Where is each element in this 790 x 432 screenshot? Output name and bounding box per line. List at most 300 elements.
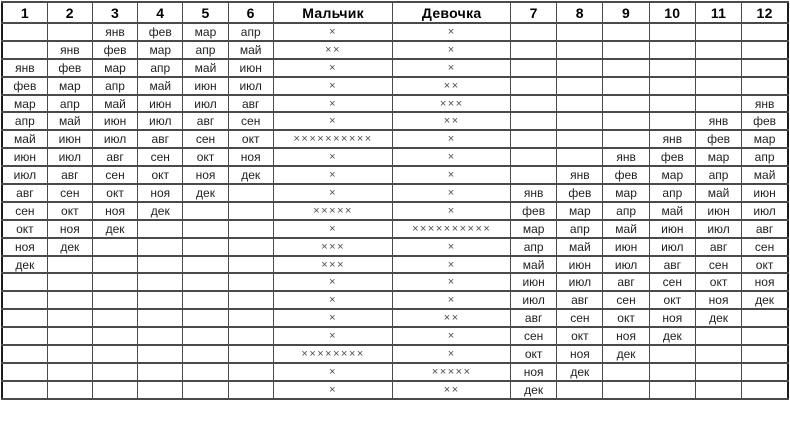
month-cell: ноя [603,327,649,345]
month-cell: июн [183,77,228,95]
month-cell: янв [603,148,649,166]
month-cell: апр [511,238,557,256]
month-cell: апр [649,184,695,202]
table-row [2,363,788,381]
column-header-12: 12 [742,2,788,23]
girl-marks-cell: ×× [393,112,511,130]
empty-cell [2,327,47,345]
empty-cell [183,291,228,309]
girl-marks-cell: × [393,23,511,41]
empty-cell [2,273,47,291]
table-row [2,273,788,291]
table-row [2,23,788,41]
month-cell: ноя [138,184,183,202]
column-header-girl: Девочка [393,2,511,23]
month-cell: дек [603,345,649,363]
boy-marks-cell: × [273,273,393,291]
month-cell: дек [228,166,273,184]
girl-marks-cell: × [393,59,511,77]
month-cell: мар [511,220,557,238]
column-header-3: 3 [92,2,137,23]
column-header-9: 9 [603,2,649,23]
month-cell: авг [47,166,92,184]
empty-cell [557,23,603,41]
empty-cell [138,256,183,274]
column-header-boy: Мальчик [273,2,393,23]
boy-marks-cell: × [273,166,393,184]
month-cell: июн [511,273,557,291]
empty-cell [138,363,183,381]
empty-cell [92,345,137,363]
boy-marks-cell: × [273,327,393,345]
month-cell: май [603,220,649,238]
month-cell: сен [557,309,603,327]
month-cell: окт [695,273,741,291]
month-cell: июл [183,95,228,113]
empty-cell [2,23,47,41]
empty-cell [649,23,695,41]
empty-cell [47,345,92,363]
month-cell: мар [183,23,228,41]
month-cell: май [138,77,183,95]
empty-cell [695,59,741,77]
boy-marks-cell: ××× [273,256,393,274]
month-cell: авг [695,238,741,256]
month-cell: июл [603,256,649,274]
girl-marks-cell: × [393,256,511,274]
column-header-1: 1 [2,2,47,23]
boy-marks-cell: × [273,148,393,166]
empty-cell [2,309,47,327]
month-cell: мар [695,148,741,166]
empty-cell [649,345,695,363]
empty-cell [2,41,47,59]
month-cell: окт [228,130,273,148]
month-cell: окт [649,291,695,309]
empty-cell [2,291,47,309]
table-row [2,327,788,345]
empty-cell [228,184,273,202]
table-row [2,148,788,166]
month-cell: июн [92,112,137,130]
empty-cell [92,309,137,327]
month-cell: май [47,112,92,130]
month-cell: дек [695,309,741,327]
empty-cell [742,59,788,77]
empty-cell [228,327,273,345]
column-header-11: 11 [695,2,741,23]
month-cell: май [511,256,557,274]
empty-cell [183,220,228,238]
month-cell: мар [92,59,137,77]
empty-cell [92,238,137,256]
empty-cell [138,291,183,309]
empty-cell [557,41,603,59]
empty-cell [228,273,273,291]
month-cell: дек [649,327,695,345]
empty-cell [742,381,788,399]
empty-cell [603,41,649,59]
month-cell: янв [649,130,695,148]
empty-cell [183,381,228,399]
month-cell: апр [2,112,47,130]
empty-cell [47,273,92,291]
month-cell: сен [649,273,695,291]
empty-cell [742,345,788,363]
month-cell: ноя [92,202,137,220]
boy-marks-cell: × [273,381,393,399]
empty-cell [742,309,788,327]
empty-cell [649,41,695,59]
girl-marks-cell: × [393,345,511,363]
month-cell: ноя [47,220,92,238]
girl-marks-cell: × [393,41,511,59]
month-cell: окт [92,184,137,202]
month-cell: май [557,238,603,256]
empty-cell [649,363,695,381]
boy-marks-cell: × [273,363,393,381]
month-cell: фев [2,77,47,95]
table-row [2,345,788,363]
month-cell: ноя [557,345,603,363]
month-cell: апр [47,95,92,113]
girl-marks-cell: ×× [393,309,511,327]
empty-cell [511,77,557,95]
month-cell: дек [557,363,603,381]
empty-cell [511,95,557,113]
empty-cell [695,95,741,113]
month-cell: дек [511,381,557,399]
month-cell: авг [511,309,557,327]
empty-cell [742,327,788,345]
empty-cell [695,345,741,363]
month-cell: сен [138,148,183,166]
month-cell: апр [228,23,273,41]
month-cell: июл [47,148,92,166]
empty-cell [228,363,273,381]
month-cell: май [2,130,47,148]
empty-cell [138,238,183,256]
month-cell: фев [138,23,183,41]
girl-marks-cell: × [393,166,511,184]
month-cell: июн [47,130,92,148]
empty-cell [47,381,92,399]
month-cell: мар [742,130,788,148]
table-row [2,309,788,327]
month-cell: фев [742,112,788,130]
empty-cell [47,327,92,345]
girl-marks-cell: × [393,202,511,220]
empty-cell [511,59,557,77]
month-cell: авг [138,130,183,148]
month-cell: июл [511,291,557,309]
month-cell: июн [603,238,649,256]
column-header-2: 2 [47,2,92,23]
empty-cell [511,166,557,184]
month-cell: июл [92,130,137,148]
month-cell: дек [742,291,788,309]
empty-cell [92,381,137,399]
empty-cell [2,363,47,381]
empty-cell [228,309,273,327]
empty-cell [742,363,788,381]
empty-cell [47,291,92,309]
empty-cell [603,23,649,41]
empty-cell [603,95,649,113]
empty-cell [603,77,649,95]
boy-marks-cell: × [273,23,393,41]
girl-marks-cell: × [393,148,511,166]
boy-marks-cell: × [273,95,393,113]
empty-cell [695,77,741,95]
month-cell: янв [695,112,741,130]
column-header-8: 8 [557,2,603,23]
column-header-10: 10 [649,2,695,23]
month-cell: сен [92,166,137,184]
girl-marks-cell: ×××××××××× [393,220,511,238]
month-cell: дек [92,220,137,238]
month-cell: фев [511,202,557,220]
month-cell: июл [228,77,273,95]
boy-marks-cell: × [273,112,393,130]
month-cell: окт [2,220,47,238]
girl-marks-cell: × [393,273,511,291]
empty-cell [47,256,92,274]
empty-cell [649,95,695,113]
empty-cell [557,130,603,148]
month-cell: май [228,41,273,59]
table-row [2,184,788,202]
empty-cell [2,345,47,363]
month-cell: сен [742,238,788,256]
month-number-table [1,1,789,400]
month-cell: фев [557,184,603,202]
table-row [2,220,788,238]
month-cell: окт [138,166,183,184]
empty-cell [183,327,228,345]
empty-cell [92,291,137,309]
empty-cell [228,291,273,309]
month-cell: авг [557,291,603,309]
month-cell: апр [557,220,603,238]
empty-cell [228,220,273,238]
month-cell: дек [2,256,47,274]
empty-cell [92,327,137,345]
month-cell: май [92,95,137,113]
month-cell: апр [92,77,137,95]
month-cell: сен [603,291,649,309]
month-cell: мар [138,41,183,59]
girl-marks-cell: × [393,327,511,345]
table-row [2,291,788,309]
month-cell: мар [2,95,47,113]
month-cell: окт [742,256,788,274]
girl-marks-cell: ××× [393,95,511,113]
empty-cell [138,381,183,399]
empty-cell [695,381,741,399]
month-cell: авг [603,273,649,291]
girl-marks-cell: × [393,291,511,309]
month-cell: фев [603,166,649,184]
empty-cell [228,256,273,274]
table-row [2,130,788,148]
girl-marks-cell: × [393,184,511,202]
table-row [2,381,788,399]
month-cell: ноя [742,273,788,291]
empty-cell [183,256,228,274]
month-cell: ноя [2,238,47,256]
month-cell: ноя [228,148,273,166]
month-cell: мар [603,184,649,202]
girl-marks-cell: × [393,238,511,256]
empty-cell [742,77,788,95]
boy-marks-cell: ×××××××××× [273,130,393,148]
month-cell: янв [47,41,92,59]
empty-cell [557,95,603,113]
empty-cell [138,309,183,327]
empty-cell [511,41,557,59]
month-cell: фев [47,59,92,77]
boy-marks-cell: ××× [273,238,393,256]
empty-cell [511,23,557,41]
table-row [2,112,788,130]
empty-cell [92,363,137,381]
month-cell: апр [603,202,649,220]
month-cell: июн [138,95,183,113]
month-cell: окт [557,327,603,345]
month-cell: ноя [183,166,228,184]
table-row [2,41,788,59]
month-cell: июн [557,256,603,274]
empty-cell [557,381,603,399]
empty-cell [511,130,557,148]
month-cell: фев [92,41,137,59]
month-cell: дек [47,238,92,256]
empty-cell [695,23,741,41]
month-cell: апр [695,166,741,184]
empty-cell [557,148,603,166]
table-row [2,238,788,256]
girl-marks-cell: × [393,130,511,148]
empty-cell [138,327,183,345]
empty-cell [511,112,557,130]
month-cell: сен [47,184,92,202]
boy-marks-cell: × [273,77,393,95]
month-cell: сен [228,112,273,130]
empty-cell [138,220,183,238]
column-header-4: 4 [138,2,183,23]
header-row [2,2,788,23]
empty-cell [183,202,228,220]
empty-cell [603,59,649,77]
month-cell: янв [92,23,137,41]
empty-cell [47,23,92,41]
empty-cell [695,363,741,381]
empty-cell [183,363,228,381]
month-cell: дек [183,184,228,202]
empty-cell [2,381,47,399]
empty-cell [695,41,741,59]
month-cell: авг [228,95,273,113]
empty-cell [138,345,183,363]
empty-cell [228,238,273,256]
empty-cell [92,256,137,274]
month-cell: ноя [695,291,741,309]
month-cell: фев [649,148,695,166]
month-cell: мар [649,166,695,184]
empty-cell [183,273,228,291]
month-cell: авг [92,148,137,166]
month-cell: июл [649,238,695,256]
month-cell: июн [742,184,788,202]
girl-marks-cell: ×× [393,77,511,95]
girl-marks-cell: ×× [393,381,511,399]
month-cell: окт [47,202,92,220]
empty-cell [695,327,741,345]
month-cell: мар [557,202,603,220]
girl-marks-cell: ××××× [393,363,511,381]
month-cell: ноя [649,309,695,327]
month-cell: авг [183,112,228,130]
column-header-6: 6 [228,2,273,23]
empty-cell [649,59,695,77]
table-row [2,166,788,184]
empty-cell [603,130,649,148]
table-row [2,256,788,274]
boy-marks-cell: ××××× [273,202,393,220]
boy-marks-cell: ×× [273,41,393,59]
month-cell: сен [511,327,557,345]
column-header-5: 5 [183,2,228,23]
month-cell: сен [183,130,228,148]
empty-cell [92,273,137,291]
empty-cell [649,381,695,399]
month-cell: авг [742,220,788,238]
boy-marks-cell: × [273,309,393,327]
month-cell: авг [2,184,47,202]
boy-marks-cell: × [273,220,393,238]
month-cell: янв [511,184,557,202]
empty-cell [649,112,695,130]
table-row [2,202,788,220]
month-cell: фев [695,130,741,148]
empty-cell [183,309,228,327]
month-cell: июн [2,148,47,166]
boy-marks-cell: × [273,59,393,77]
month-cell: дек [138,202,183,220]
empty-cell [183,345,228,363]
empty-cell [742,41,788,59]
month-cell: окт [511,345,557,363]
month-cell: июл [557,273,603,291]
month-cell: июл [742,202,788,220]
month-cell: сен [2,202,47,220]
month-cell: янв [2,59,47,77]
month-cell: ноя [511,363,557,381]
empty-cell [603,381,649,399]
empty-cell [228,345,273,363]
month-cell: окт [603,309,649,327]
empty-cell [557,112,603,130]
column-header-7: 7 [511,2,557,23]
empty-cell [228,381,273,399]
empty-cell [47,309,92,327]
month-cell: июн [695,202,741,220]
empty-cell [603,363,649,381]
empty-cell [138,273,183,291]
empty-cell [649,77,695,95]
boy-marks-cell: × [273,184,393,202]
